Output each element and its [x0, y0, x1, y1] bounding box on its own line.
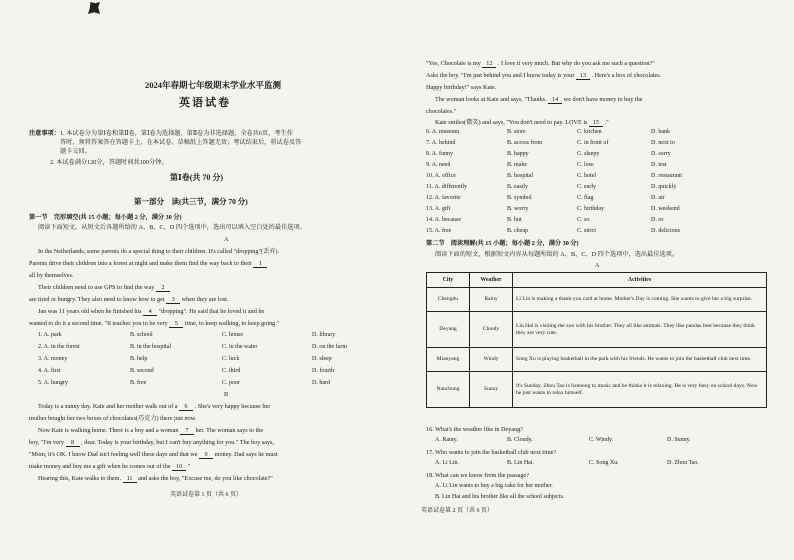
table-row	[427, 312, 767, 348]
passage-b-label: B	[224, 391, 229, 398]
option[interactable]: C. Windy.	[589, 437, 614, 443]
option[interactable]: A. Li Lin.	[435, 460, 459, 466]
paper-title: 英语试卷	[179, 97, 231, 109]
option[interactable]: D. fourth	[312, 368, 334, 374]
option[interactable]: A. Rainy.	[435, 437, 458, 443]
option[interactable]: D. quickly	[651, 184, 677, 190]
table-cell-activity: Lin Hai is visiting the zoo with his brother. They all like animals. They like pandas best because they think they are very cute.	[513, 312, 767, 348]
table-header-city: City	[427, 273, 470, 288]
option[interactable]: 2. A. in the forest	[38, 344, 80, 350]
blank-12[interactable]: 12	[482, 60, 496, 68]
option[interactable]: C. in front of	[577, 140, 609, 146]
option[interactable]: C. third	[222, 368, 241, 374]
table-cell-weather: Cloudy	[470, 312, 513, 348]
passage-line-with-blank	[38, 427, 263, 435]
option[interactable]: 11. A. differently	[426, 184, 467, 190]
option[interactable]: D. on the farm	[312, 344, 347, 350]
option[interactable]: C. Song Xu.	[589, 460, 619, 466]
passage-text: The woman looks at Kate and says, "Thanks.	[435, 96, 547, 103]
option[interactable]: D. weekend	[651, 206, 680, 212]
table-cell-weather: Sunny	[470, 372, 513, 408]
passage-text: make money and buy me a gift when he comes out of the	[29, 463, 171, 470]
option[interactable]: 10. A. office	[426, 173, 456, 179]
option[interactable]: 6. A. museum	[426, 129, 460, 135]
option[interactable]: D. delicious	[651, 228, 680, 234]
option[interactable]: 5. A. hungry	[38, 380, 68, 386]
passage-line-with-blank	[435, 119, 609, 127]
option[interactable]: D. sleep	[312, 356, 332, 362]
blank-1[interactable]: 1	[253, 260, 267, 268]
option[interactable]: D. restaurant	[651, 173, 682, 179]
section1-header: 第一节 完形填空(共 15 小题；每小题 2 分，满分 30 分)	[29, 214, 182, 221]
scan-mark-icon	[88, 2, 100, 14]
passage-text: and asks the boy, "Excuse me, do you like chocolate?"	[138, 475, 273, 482]
option[interactable]: B. in the hospital	[130, 344, 171, 350]
option[interactable]: D. library	[312, 332, 336, 338]
blank-15[interactable]: 15	[589, 119, 603, 127]
section1-instruction: 阅读下面短文，从短文后各题所给的 A、B、C、D 四个选项中，选出可以填入空白处的最佳选项。	[38, 224, 306, 231]
table-header-row	[427, 273, 767, 288]
option[interactable]: B. happy	[507, 151, 529, 157]
notes-label: 注意事项：	[29, 130, 60, 137]
option[interactable]: C. in the water	[222, 344, 258, 350]
passage-text: wanted to do it a second time. "It teaches you to be very	[29, 320, 168, 327]
part-title: 第一部分 读(共三节，满分 70 分)	[134, 197, 248, 206]
option[interactable]: C. birthday	[577, 206, 604, 212]
passage-text: time, to keep walking, to keep going."	[184, 320, 280, 327]
passage-text: Kate smiles(微笑) and says, "You don't need to pay. LOVE is	[435, 119, 588, 126]
option[interactable]: B. free	[130, 380, 147, 386]
blank-10[interactable]: 10	[172, 463, 186, 471]
option[interactable]: D. test	[651, 162, 667, 168]
passage-line-with-blank	[38, 403, 270, 411]
volume-title: 第Ⅰ卷(共 70 分)	[170, 173, 224, 182]
passage-line-with-blank	[29, 451, 278, 459]
passage-text: money. Dad says he must	[214, 451, 278, 458]
option[interactable]: 15. A. free	[426, 228, 452, 234]
table-cell-city: Nanchong	[427, 372, 470, 408]
option[interactable]: 14. A. because	[426, 217, 461, 223]
passage-line-with-blank	[435, 96, 643, 104]
passage-c-label: A	[595, 262, 600, 269]
passage-line-with-blank	[29, 463, 190, 471]
passage-line-with-blank	[38, 284, 170, 292]
table-cell-city: Mianyang	[427, 348, 470, 372]
table-cell-city: Deyang	[427, 312, 470, 348]
option[interactable]: C. early	[577, 184, 596, 190]
option[interactable]: B. second	[130, 368, 154, 374]
option[interactable]: B. make	[507, 162, 527, 168]
option[interactable]: B. help	[130, 356, 148, 362]
option[interactable]: B. Cloudy.	[507, 437, 533, 443]
passage-text: "dropping". He said that he loved it and he	[158, 308, 265, 315]
option[interactable]: B. school	[130, 332, 153, 338]
passage-line-with-blank	[29, 296, 228, 304]
table-cell-activity: Li Lin is making a thank-you card at home. Mother's Day is coming. She wants to give her a big surprise.	[513, 288, 767, 312]
blank-5[interactable]: 5	[169, 320, 183, 328]
passage-text: Asks the boy. "I'm just behind you and I know today is your	[426, 72, 575, 79]
question-18: 18. What can we know from the passage?	[426, 472, 529, 479]
option[interactable]: C. strict	[577, 228, 596, 234]
option[interactable]: B. symbol	[507, 195, 532, 201]
question-17: 17. Who wants to join the basketball club next time?	[426, 449, 557, 456]
passage-line: Happy birthday!" says Kate.	[426, 84, 497, 91]
table-row	[427, 348, 767, 372]
option[interactable]: B. across from	[507, 140, 543, 146]
passage-text: Jan was 11 years old when he finished his	[38, 308, 142, 315]
option[interactable]: C. flag	[577, 195, 594, 201]
table-row	[427, 372, 767, 408]
passage-line: In the Netherlands, some parents do a special thing to their children. It's called "dropping"(丢弃).	[38, 248, 280, 255]
option[interactable]: 9. A. need	[426, 162, 451, 168]
table-cell-activity: It's Sunday. Zhou Tao is listening to music and he thinks it is relaxing. He is very busy on school days. Now he just wants to relax himself.	[513, 372, 767, 408]
blank-9[interactable]: 9	[199, 451, 213, 459]
passage-line-with-blank	[38, 308, 264, 316]
passage-a-label: A	[224, 236, 229, 243]
passage-text: . She's very happy because her	[194, 403, 271, 410]
passage-text: we don't have money to buy the	[563, 96, 643, 103]
passage-text: boy, "I'm very	[29, 439, 65, 446]
option[interactable]: B. worry	[507, 206, 529, 212]
blank-3[interactable]: 3	[166, 296, 180, 304]
blank-14[interactable]: 14	[548, 96, 562, 104]
blank-13[interactable]: 13	[576, 72, 590, 80]
option[interactable]: C. kitchen	[577, 129, 602, 135]
passage-text: ."	[604, 119, 609, 126]
option[interactable]: B. hospital	[507, 173, 534, 179]
option[interactable]: 8. A. funny	[426, 151, 453, 157]
passage-line-with-blank	[38, 475, 273, 483]
passage-text: Now Kate is walking home. There is a boy and a woman	[38, 427, 179, 434]
note-line: 题卡交回。	[60, 148, 91, 155]
passage-text: "	[187, 463, 191, 470]
blank-8[interactable]: 8	[66, 439, 80, 447]
table-cell-activity: Song Xu is playing basketball in the park with his friends. He wants to join the basketball club next time.	[513, 348, 767, 372]
blank-11[interactable]: 11	[123, 475, 137, 483]
option[interactable]: C. poor	[222, 380, 240, 386]
option[interactable]: 13. A. gift	[426, 206, 451, 212]
passage-line-with-blank	[29, 320, 279, 328]
option[interactable]: D. Zhou Tao.	[667, 460, 699, 466]
passage-line: chocolates."	[426, 108, 457, 115]
option[interactable]: C. sleepy	[577, 151, 600, 157]
option[interactable]: D. hard	[312, 380, 330, 386]
exam-title: 2024年春期七年级期末学业水平监测	[145, 80, 282, 90]
passage-text: , dear. Today is your birthday, but I can't buy anything for you." The boy says,	[81, 439, 275, 446]
passage-line: all by themselves.	[29, 272, 74, 279]
passage-text: are tired or hungry. They also need to know how to get	[29, 296, 165, 303]
passage-text: her. The woman says to the	[195, 427, 264, 434]
activities-table	[426, 272, 767, 408]
blank-7[interactable]: 7	[180, 427, 194, 435]
option[interactable]: B. store	[507, 129, 526, 135]
option[interactable]: C. house	[222, 332, 243, 338]
question-16: 16. What's the weather like in Deyang?	[426, 426, 524, 433]
option[interactable]: 12. A. favorite	[426, 195, 461, 201]
option[interactable]: C. so	[577, 217, 590, 223]
blank-6[interactable]: 6	[179, 403, 193, 411]
section2-header: 第二节 阅读理解(共 15 小题；每小题 2 分，满分 30 分)	[426, 240, 579, 247]
passage-text: Parents drive their children into a forest at night and make them find the way back to their	[29, 260, 252, 267]
note-line: 2. 本试卷满分120分，答题时间共100分钟。	[50, 159, 168, 166]
page-footer: 英语试卷第 1 页（共 6 页）	[170, 492, 243, 498]
option[interactable]: 7. A. behind	[426, 140, 456, 146]
passage-text: . Here's a box of chocolates.	[591, 72, 662, 79]
passage-text: . I love it very much. But why do you ask me such a question?"	[497, 60, 655, 67]
table-cell-weather: Windy	[470, 348, 513, 372]
right-exam-page	[397, 0, 794, 560]
note-line: 1. 本试卷分为第Ⅰ卷和第Ⅱ卷，第Ⅰ卷为选择题，第Ⅱ卷为非选择题，全卷共6页，考生作	[60, 130, 293, 137]
page-footer: 英语试卷第 2 页（共 6 页）	[421, 508, 494, 514]
passage-text: Today is a sunny day. Kate and her mother walk out of a	[38, 403, 178, 410]
option[interactable]: D. or	[651, 217, 664, 223]
blank-2[interactable]: 2	[156, 284, 170, 292]
option[interactable]: D. Sunny.	[667, 437, 691, 443]
blank-4[interactable]: 4	[143, 308, 157, 316]
option[interactable]: 4. A. first	[38, 368, 61, 374]
option[interactable]: C. hotel	[577, 173, 596, 179]
option[interactable]: B. Lin Hai.	[507, 460, 534, 466]
option[interactable]: B. cheap	[507, 228, 528, 234]
option[interactable]: 3. A. money	[38, 356, 68, 362]
option[interactable]: D. air	[651, 195, 665, 201]
table-header-weather: Weather	[470, 273, 513, 288]
passage-text: Their children need to use GPS to find the way	[38, 284, 155, 291]
passage-line: mother bought her two boxes of chocolates(巧克力) there just now.	[29, 415, 197, 422]
table-header-activities: Activities	[513, 273, 767, 288]
table-cell-city: Chengdu	[427, 288, 470, 312]
passage-text: when they are lost.	[181, 296, 229, 303]
passage-line-with-blank	[426, 72, 661, 80]
table-row	[427, 288, 767, 312]
passage-line-with-blank	[29, 439, 274, 447]
option[interactable]: C. luck	[222, 356, 240, 362]
option[interactable]: D. next to	[651, 140, 675, 146]
option[interactable]: C. lose	[577, 162, 594, 168]
passage-text: "Yes, Chocolate is my	[426, 60, 481, 67]
passage-line-with-blank	[29, 260, 267, 268]
section2-instruction: 阅读下面的短文，根据短文内容从每题所给的 A、B、C、D 四个选项中，选出最佳选项。	[435, 251, 679, 258]
option[interactable]: A. Li Lin wants to buy a big cake for her mother.	[435, 483, 553, 489]
option[interactable]: B. but	[507, 217, 522, 223]
option[interactable]: B. easily	[507, 184, 528, 190]
table-cell-weather: Rainy	[470, 288, 513, 312]
note-line: 答时，须将答案答在答题卡上，在本试卷、草稿纸上答题无效；考试结束后，将试卷及答	[60, 139, 302, 146]
passage-text: Hearing this, Kate walks to them.	[38, 475, 121, 482]
passage-line-with-blank	[426, 60, 655, 68]
option[interactable]: D. bank	[651, 129, 670, 135]
option[interactable]: B. Lin Hai and his brother like all the school subjects.	[435, 494, 565, 500]
passage-text: "Mom, it's OK. I know Dad isn't feeling well these days and that we	[29, 451, 198, 458]
option[interactable]: 1. A. park	[38, 332, 62, 338]
option[interactable]: D. sorry	[651, 151, 671, 157]
